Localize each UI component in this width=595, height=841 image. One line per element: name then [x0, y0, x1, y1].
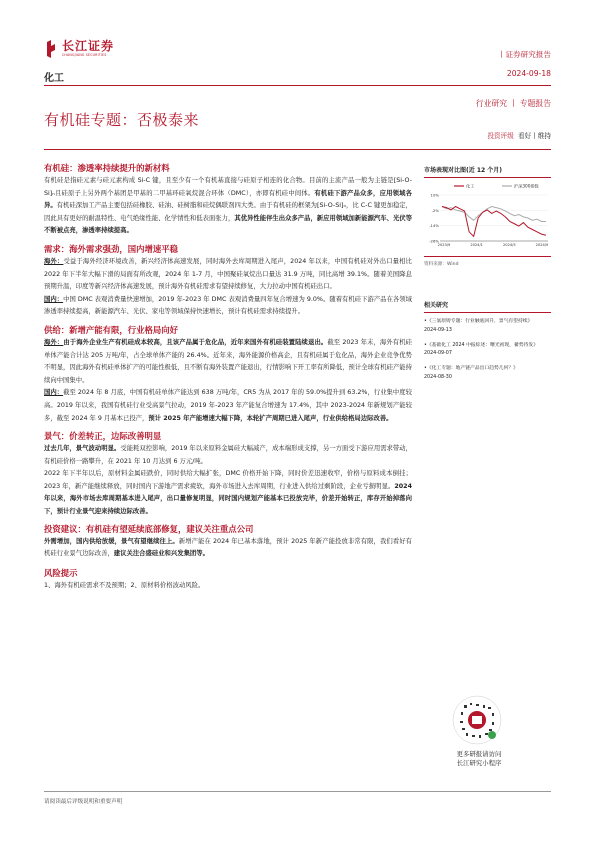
performance-chart — [424, 181, 551, 251]
chart-title: 市场表现对比图(近 12 个月) — [424, 165, 551, 178]
related-item-date: 2024-09-13 — [424, 327, 452, 333]
section — [44, 162, 412, 238]
report-body — [44, 162, 412, 592]
text-run: 预计 2025 年产能增速大幅下降，本轮扩产周期已进入尾声，行业供给格局边际改善。 — [148, 414, 393, 422]
text-run: 有机硅深加工产品主要包括硅橡胶、硅油、硅树脂和硅烷偶联剂四大类。由于有机硅的框架为[Si-O-Si]ₙ，比 C-C 键更加稳定，因此具有更好的耐温特性、电气绝缘性能、化学情性和低表面张力， — [44, 202, 412, 222]
logo-icon — [44, 40, 58, 58]
text-run: 2024 年以来，海外市场去库周期基本进入尾声，出口量修复明显，同时国内规划产能基本已投放完毕，价差开始转正，库存开始掉落向下，预计行业景气迎来持续边际改善。 — [44, 482, 412, 516]
report-date: 2024-09-18 — [506, 69, 551, 78]
text-run: 海外： — [44, 338, 64, 346]
section-heading: 风险提示 — [44, 567, 78, 578]
x-tick-label: 2024/5 — [503, 243, 516, 247]
related-research — [424, 300, 551, 389]
y-tick-label: -2% — [431, 207, 439, 213]
related-item-date: 2024-09-07 — [424, 351, 452, 357]
paragraph — [44, 175, 412, 238]
text-run: 由于海外企业生产有机硅成本较高，且该产品属于危化品，近年来国外有机硅装置陆续退出。 — [63, 338, 328, 346]
y-tick-label: -26% — [429, 238, 439, 244]
page-title: 有机硅专题：否极泰来 — [44, 111, 200, 129]
text-run: 2022 年下半年以后，原材料金属硅跌价，同时供给大幅扩张，DMC 价格开始下降，同时价差迅速收窄，价格与原料成本倒挂；2023 年，新产能继续释放，同时国内下游地产需求疲软，海外市场进入去库周期，行业进入供给过剩阶段，企业亏损明显。 — [44, 470, 412, 490]
section — [44, 324, 412, 425]
qr-caption — [424, 750, 534, 768]
related-title: 相关研究 — [424, 300, 551, 313]
paragraph — [44, 337, 412, 387]
section-heading: 景气：价差转正，边际改善明显 — [44, 431, 162, 442]
rating-value: 看好丨维持 — [518, 132, 551, 140]
text-run: 有机硅下游产品众多，应用领域各异。 — [44, 189, 412, 210]
qr-caption-line1: 更多研报请访问 — [456, 750, 502, 758]
text-run: 国内： — [44, 389, 64, 397]
logo — [44, 40, 114, 58]
related-item-title: •《三氯原铸专题：行业触底回升，景气有望持续》 — [424, 319, 533, 324]
chart-source: 资料来源：Wind — [424, 261, 459, 267]
logo-cn: 长江证券 — [62, 39, 115, 53]
section-heading: 供给：新增产能有限，行业格局向好 — [44, 324, 178, 335]
x-tick-label: 2024/9 — [535, 243, 549, 247]
title-rule — [44, 149, 551, 150]
section-heading: 投资建议：有机硅有望延续底部修复，建议关注重点公司 — [44, 523, 254, 534]
qr-code-icon — [452, 695, 502, 745]
text-run: 1、海外有机硅需求不及预期；2、原材料价格波动风险。 — [44, 581, 205, 589]
footer-disclaimer: 请阅读最后评级说明和重要声明 — [44, 799, 123, 805]
related-list — [424, 318, 551, 383]
y-tick-label: -14% — [429, 223, 439, 229]
related-item-title: •《化工专题：地产链产品出口趋势几何？》 — [424, 366, 518, 372]
text-run: 国内： — [44, 295, 64, 303]
paragraph — [44, 536, 412, 561]
y-tick-label: 10% — [430, 192, 439, 198]
text-run: 其优异性能伴生出众多产品，新应用领域加新能源汽车、光伏等不断被点亮，渗透率持续提高。 — [44, 214, 412, 235]
section-heading: 需求：海外需求强劲，国内增速平稳 — [44, 243, 178, 254]
text-run: 海外： — [44, 257, 64, 265]
text-run: 截至 2024 年 8 月底，中国有机硅单体产能达到 638 万吨/年，CR5 为从 2017 年的 59.0%提升到 63.2%，行业集中度较高。2019 年以来，我国有机硅行业受高景气拉动，2019 年-2023 年产能复合增速为 17.4%，其中 2023-2024 年新规划产能较多，截至 2024 年 9 月基本已投产， — [44, 389, 412, 422]
chart-header — [424, 165, 551, 178]
section — [44, 523, 412, 561]
related-item-title: •《基础化工 2024 中报综述：曙光初现，蓄势待发》 — [424, 342, 539, 348]
paragraph — [44, 387, 412, 425]
rating-label: 投资评级 — [487, 132, 514, 140]
related-item[interactable] — [424, 365, 551, 383]
paragraph — [44, 468, 412, 518]
paragraph — [44, 443, 412, 468]
text-run: 新增产能在 2024 年已基本落地，预计 2025 年新产能投放非常有限，我们看好有机硅行业景气边际改善， — [44, 537, 412, 558]
text-run: 过去几年，景气波动明显。 — [44, 445, 121, 453]
series-line — [442, 207, 546, 237]
text-run: 受能耗双控影响，2019 年以来原料金属硅大幅减产，成本端形成支撑，另一方面受下游应用需求带动，有机硅价格一路攀升，在 2021 年 10 月达到 6 万元/吨。 — [44, 445, 412, 465]
x-tick-label: 2023/9 — [437, 243, 451, 247]
text-run: 外需增加，国内供给放缓，景气有望继续往上。 — [44, 537, 179, 545]
sector-label: 化工 — [44, 73, 64, 84]
paragraph — [44, 294, 412, 319]
text-run: 建议关注合盛硅业和兴发集团等。 — [113, 550, 209, 558]
text-run: 有机硅是指硅元素与硅元素构成 Si-C 键，且至少有一个有机基直接与硅原子相连的化合物。目前的主流产品一般为主链是[Si-O-Si]ₙ且硅原子上另外两个基团是甲基的二甲基环硅氧烷混合环体（DMC），亦即有机硅中间体。 — [44, 177, 412, 197]
related-item-date: 2024-08-30 — [424, 374, 452, 380]
legend-label: 化工 — [466, 183, 475, 189]
rating — [487, 130, 551, 140]
qr-caption-line2: 长江研究小程序 — [456, 759, 502, 767]
related-item[interactable] — [424, 342, 551, 360]
text-run: 中国 DMC 表观消费量快速增加，2019 年-2023 年 DMC 表观消费量四年复合增速为 9.0%。随着有机硅下游产品在各领域渗透率持续提高，新能源汽车、光伏、家电等领域保持快速增长，预计有机硅需求持续提升。 — [44, 295, 412, 316]
paragraph — [44, 580, 412, 593]
x-tick-label: 2024/1 — [470, 243, 483, 247]
section — [44, 430, 412, 519]
legend-label: 沪深300指数 — [514, 183, 539, 189]
chart-source-wrap — [424, 256, 551, 267]
text-run: 受益于海外经济环境改善，新兴经济体高速发展，同时海外去库周期进入尾声，2024 年以来，中国有机硅对外出口量相比 2022 年下半年大幅下滑的局面有所改观，2024 年 1-7 月，中国聚硅氧烷出口量达 31.9 万吨，同比高增 39.1%。随着美国降息预期升温，印度等新兴经济体高速发展，预计海外有机硅需求有望持续修复，大力拉动中国有机硅出口。 — [44, 257, 412, 291]
section — [44, 243, 412, 319]
header-rule — [44, 85, 551, 86]
related-item[interactable] — [424, 318, 551, 336]
section-heading: 有机硅：渗透率持续提升的新材料 — [44, 163, 170, 173]
section — [44, 567, 412, 593]
series-line — [442, 207, 546, 222]
logo-en: CHANGJIANG SECURITIES — [62, 53, 107, 57]
text-run: 截至 2023 年末，海外有机硅单体产能合计达 205 万吨/年，占全球单体产能的 26.4%。近年来，海外能源价格高企，且有机硅属于危化品，海外企业竞争优势不明显，因此海外有机硅单体扩产的可能性极低，且不断有海外装置产能退出，行情影响下开工率有所降低，预计全球有机硅产能持续向中国集中。 — [44, 338, 412, 384]
paragraph — [44, 256, 412, 294]
report-category: 行业研究 丨 专题报告 — [475, 99, 551, 108]
chart-rule — [424, 256, 551, 257]
report-type: 丨证券研究报告 — [497, 50, 551, 59]
